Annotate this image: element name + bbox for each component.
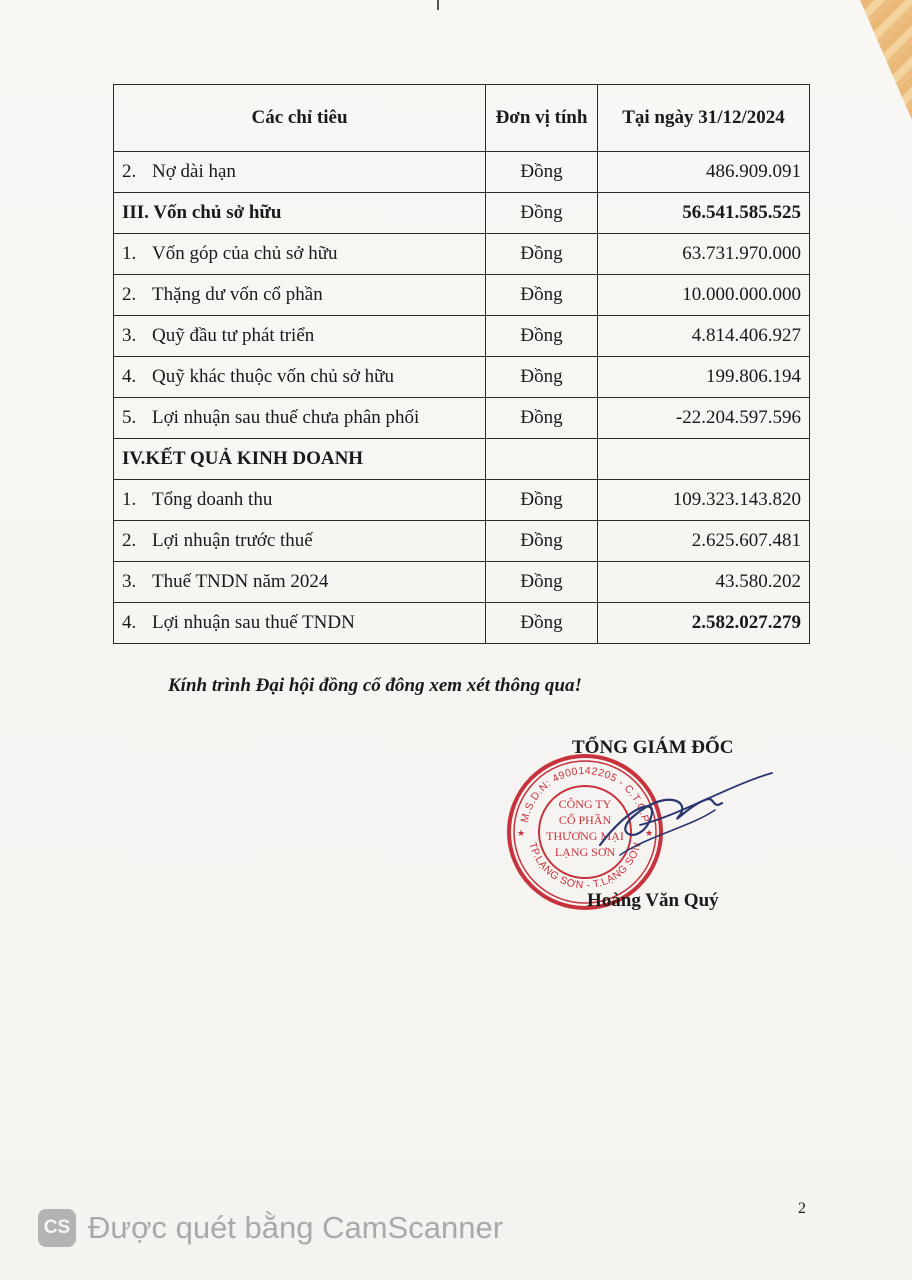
row-label: Thặng dư vốn cổ phần [152, 284, 323, 305]
table-row [114, 439, 810, 480]
row-label: Lợi nhuận trước thuế [152, 530, 313, 551]
table-row [114, 562, 810, 603]
table-row [114, 398, 810, 439]
row-unit: Đồng [486, 316, 598, 357]
seal-star-left: ★ [517, 828, 526, 838]
row-indicator [114, 603, 486, 644]
row-value: 10.000.000.000 [598, 275, 810, 316]
row-unit: Đồng [486, 480, 598, 521]
row-indicator [114, 357, 486, 398]
row-indicator [114, 234, 486, 275]
table-row [114, 152, 810, 193]
row-label: Nợ dài hạn [152, 161, 236, 182]
seal-line-city: LẠNG SƠN [554, 845, 616, 859]
row-number: 4. [122, 612, 137, 633]
row-value: 4.814.406.927 [598, 316, 810, 357]
signatory-name: Hoàng Văn Quý [587, 890, 719, 911]
row-value: 109.323.143.820 [598, 480, 810, 521]
desk-corner-background [832, 0, 912, 120]
row-unit: Đồng [486, 603, 598, 644]
row-unit: Đồng [486, 234, 598, 275]
row-indicator [114, 275, 486, 316]
closing-statement: Kính trình Đại hội đồng cổ đông xem xét thông qua! [168, 675, 582, 696]
row-number: 4. [122, 366, 137, 387]
table-row [114, 603, 810, 644]
row-number: 2. [122, 284, 137, 305]
row-label: Vốn góp của chủ sở hữu [152, 243, 338, 264]
table-row [114, 193, 810, 234]
row-label: Quỹ khác thuộc vốn chủ sở hữu [152, 366, 394, 387]
row-label: IV.KẾT QUẢ KINH DOANH [122, 448, 364, 469]
row-label: Lợi nhuận sau thuế chưa phân phối [152, 407, 420, 428]
table-header-row [114, 85, 810, 152]
row-indicator [114, 398, 486, 439]
row-label: Quỹ đầu tư phát triển [152, 325, 315, 346]
row-indicator [114, 562, 486, 603]
table-row [114, 234, 810, 275]
row-value: 486.909.091 [598, 152, 810, 193]
table-row [114, 480, 810, 521]
row-number: 2. [122, 530, 137, 551]
table-row [114, 521, 810, 562]
seal-star-right: ★ [645, 828, 654, 838]
row-label: Lợi nhuận sau thuế TNDN [152, 612, 355, 633]
row-indicator [114, 152, 486, 193]
row-value: 43.580.202 [598, 562, 810, 603]
seal-bottom-text: TP.LẠNG SƠN - T.LẠNG SƠN [526, 840, 644, 892]
row-value: 199.806.194 [598, 357, 810, 398]
page-number: 2 [798, 1200, 806, 1217]
row-unit [486, 439, 598, 480]
row-value: 2.582.027.279 [598, 603, 810, 644]
row-indicator [114, 480, 486, 521]
row-number: 5. [122, 407, 137, 428]
signatory-title: TỔNG GIÁM ĐỐC [572, 737, 734, 758]
header-indicators: Các chỉ tiêu [114, 85, 486, 152]
row-number: 2. [122, 161, 137, 182]
table-row [114, 316, 810, 357]
scanner-watermark [38, 1208, 503, 1248]
row-unit: Đồng [486, 562, 598, 603]
row-label: III. Vốn chủ sở hữu [122, 202, 282, 223]
seal-line-trade: THƯƠNG MẠI [546, 829, 624, 843]
row-value: 56.541.585.525 [598, 193, 810, 234]
row-unit: Đồng [486, 521, 598, 562]
row-value: 63.731.970.000 [598, 234, 810, 275]
table-row [114, 357, 810, 398]
row-indicator [114, 439, 486, 480]
seal-line-company: CÔNG TY [558, 797, 612, 811]
row-unit: Đồng [486, 275, 598, 316]
row-unit: Đồng [486, 152, 598, 193]
table-row [114, 275, 810, 316]
financial-summary-table [113, 84, 810, 644]
row-unit: Đồng [486, 357, 598, 398]
header-unit: Đơn vị tính [486, 85, 598, 152]
row-unit: Đồng [486, 193, 598, 234]
scanner-watermark-text: Được quét bằng CamScanner [88, 1210, 504, 1245]
row-number: 3. [122, 571, 137, 592]
row-number: 3. [122, 325, 137, 346]
header-date: Tại ngày 31/12/2024 [598, 85, 810, 152]
seal-outer-text: M.S.D.N: 4900142205 - C.T.C.P [518, 764, 652, 824]
row-label: Thuế TNDN năm 2024 [152, 571, 329, 592]
row-value [598, 439, 810, 480]
handwritten-signature [540, 765, 780, 865]
punch-mark [437, 0, 439, 10]
row-unit: Đồng [486, 398, 598, 439]
row-indicator [114, 193, 486, 234]
row-label: Tổng doanh thu [152, 489, 273, 510]
table-body [114, 152, 810, 644]
row-indicator [114, 316, 486, 357]
row-number: 1. [122, 489, 137, 510]
row-indicator [114, 521, 486, 562]
camscanner-logo-icon: CS [38, 1209, 76, 1247]
seal-line-type: CỔ PHẦN [558, 813, 612, 827]
row-value: 2.625.607.481 [598, 521, 810, 562]
row-value: -22.204.597.596 [598, 398, 810, 439]
row-number: 1. [122, 243, 137, 264]
